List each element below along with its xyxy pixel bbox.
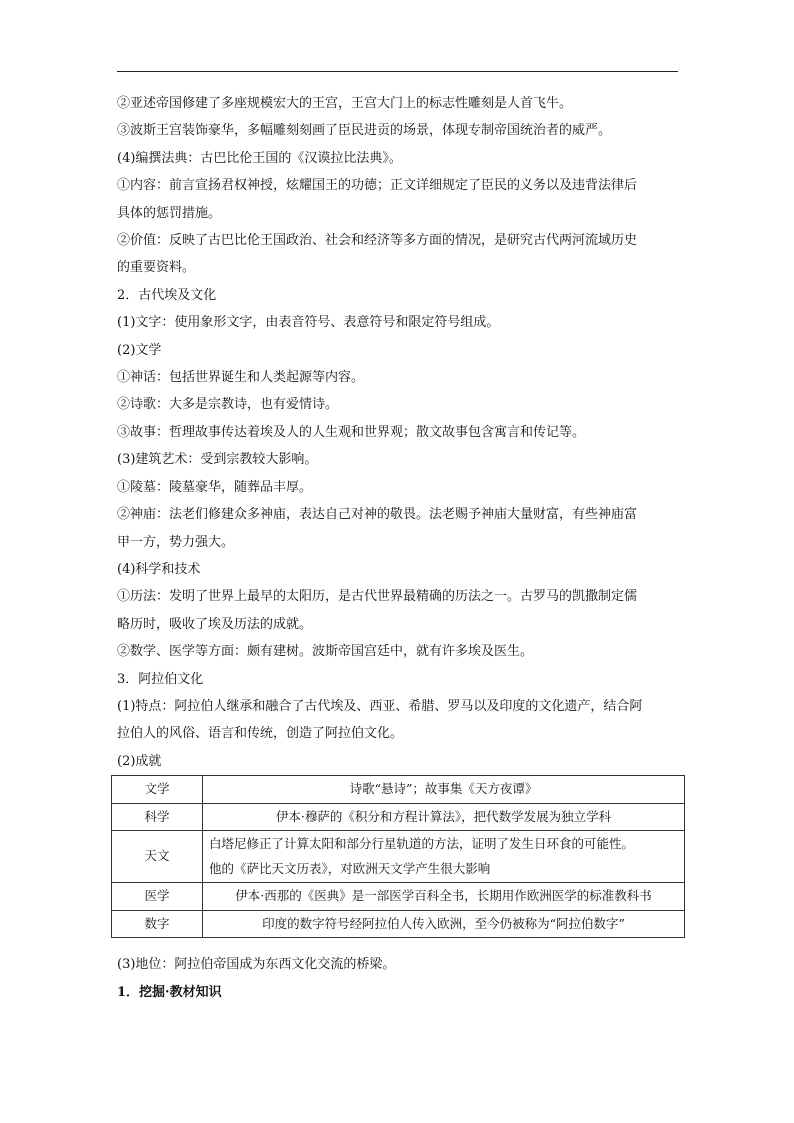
text-line: 具体的惩罚措施。 bbox=[117, 205, 222, 221]
text-line: ①神话：包括世界诞生和人类起源等内容。 bbox=[117, 370, 365, 386]
text-line: ②价值：反映了古巴比伦王国政治、社会和经济等多方面的情况，是研究古代两河流域历史 bbox=[117, 233, 638, 249]
text-line: ②数学、医学等方面：颇有建树。波斯帝国宫廷中，就有许多埃及医生。 bbox=[117, 644, 534, 660]
text-line: ③故事：哲理故事传达着埃及人的人生观和世界观；散文故事包含寓言和传记等。 bbox=[117, 424, 586, 440]
text-line: (4)编撰法典：古巴比伦王国的《汉谟拉比法典》。 bbox=[117, 150, 402, 166]
text-line: (1)特点：阿拉伯人继承和融合了古代埃及、西亚、希腊、罗马以及印度的文化遗产，结合阿 bbox=[117, 698, 643, 714]
table-row bbox=[112, 831, 685, 883]
document-body bbox=[117, 90, 683, 1006]
table-row bbox=[112, 803, 685, 831]
table-cell-field: 文学 bbox=[112, 776, 203, 804]
table-cell-line: 他的《萨比天文历表》，对欧洲天文学产生很大影响 bbox=[209, 860, 491, 876]
text-line: ③波斯王宫装饰豪华，多幅雕刻刻画了臣民进贡的场景，体现专制帝国统治者的威严。 bbox=[117, 123, 612, 139]
table-cell-content: 伊本·西那的《医典》是一部医学百科全书，长期用作欧洲医学的标准教科书 bbox=[203, 883, 685, 911]
text-line: ①陵墓：陵墓豪华，随葬品丰厚。 bbox=[117, 479, 313, 495]
table-cell-field: 科学 bbox=[112, 803, 203, 831]
section-heading: 3．阿拉伯文化 bbox=[117, 671, 204, 687]
text-line: 略历时，吸收了埃及历法的成就。 bbox=[117, 616, 313, 632]
text-line: ②神庙：法老们修建众多神庙，表达自己对神的敬畏。法老赐予神庙大量财富，有些神庙富 bbox=[117, 507, 638, 523]
table-cell-content: 印度的数字符号经阿拉伯人传入欧洲，至今仍被称为“阿拉伯数字” bbox=[203, 910, 685, 938]
table-cell-field: 数字 bbox=[112, 910, 203, 938]
table-cell-content: 诗歌“悬诗”；故事集《天方夜谭》 bbox=[203, 776, 685, 804]
table-row bbox=[112, 776, 685, 804]
text-line: (2)成就 bbox=[117, 753, 162, 769]
table-cell-line: 白塔尼修正了计算太阳和部分行星轨道的方法，证明了发生日环食的可能性。 bbox=[209, 836, 635, 852]
text-line: ①历法：发明了世界上最早的太阳历，是古代世界最精确的历法之一。古罗马的凯撒制定儒 bbox=[117, 589, 638, 605]
text-line: 的重要资料。 bbox=[117, 260, 196, 276]
text-line: 甲一方，势力强大。 bbox=[117, 534, 235, 550]
text-line: (4)科学和技术 bbox=[117, 561, 201, 577]
table-cell-field: 天文 bbox=[112, 831, 203, 883]
text-line: ②诗歌：大多是宗教诗，也有爱情诗。 bbox=[117, 397, 339, 413]
table-cell-field: 医学 bbox=[112, 883, 203, 911]
table-row bbox=[112, 910, 685, 938]
table-cell-content: 伊本·穆萨的《积分和方程计算法》，把代数学发展为独立学科 bbox=[203, 803, 685, 831]
table-cell-content bbox=[203, 831, 685, 883]
table-row bbox=[112, 883, 685, 911]
header-rule bbox=[117, 71, 678, 72]
section-heading: 2．古代埃及文化 bbox=[117, 287, 217, 303]
text-line: ②亚述帝国修建了多座规模宏大的王宫，王宫大门上的标志性雕刻是人首飞牛。 bbox=[117, 96, 573, 111]
achievements-table bbox=[111, 775, 685, 938]
text-line: ①内容：前言宣扬君权神授，炫耀国王的功德；正文详细规定了臣民的义务以及违背法律后 bbox=[117, 178, 638, 194]
text-line: (2)文学 bbox=[117, 342, 162, 358]
text-line: (3)地位：阿拉伯帝国成为东西文化交流的桥梁。 bbox=[117, 957, 396, 973]
text-line: (1)文字：使用象形文字，由表音符号、表意符号和限定符号组成。 bbox=[117, 315, 500, 331]
text-line: (3)建筑艺术：受到宗教较大影响。 bbox=[117, 452, 318, 468]
subsection-heading: 1．挖掘·教材知识 bbox=[117, 984, 222, 1000]
text-line: 拉伯人的风俗、语言和传统，创造了阿拉伯文化。 bbox=[117, 726, 404, 742]
